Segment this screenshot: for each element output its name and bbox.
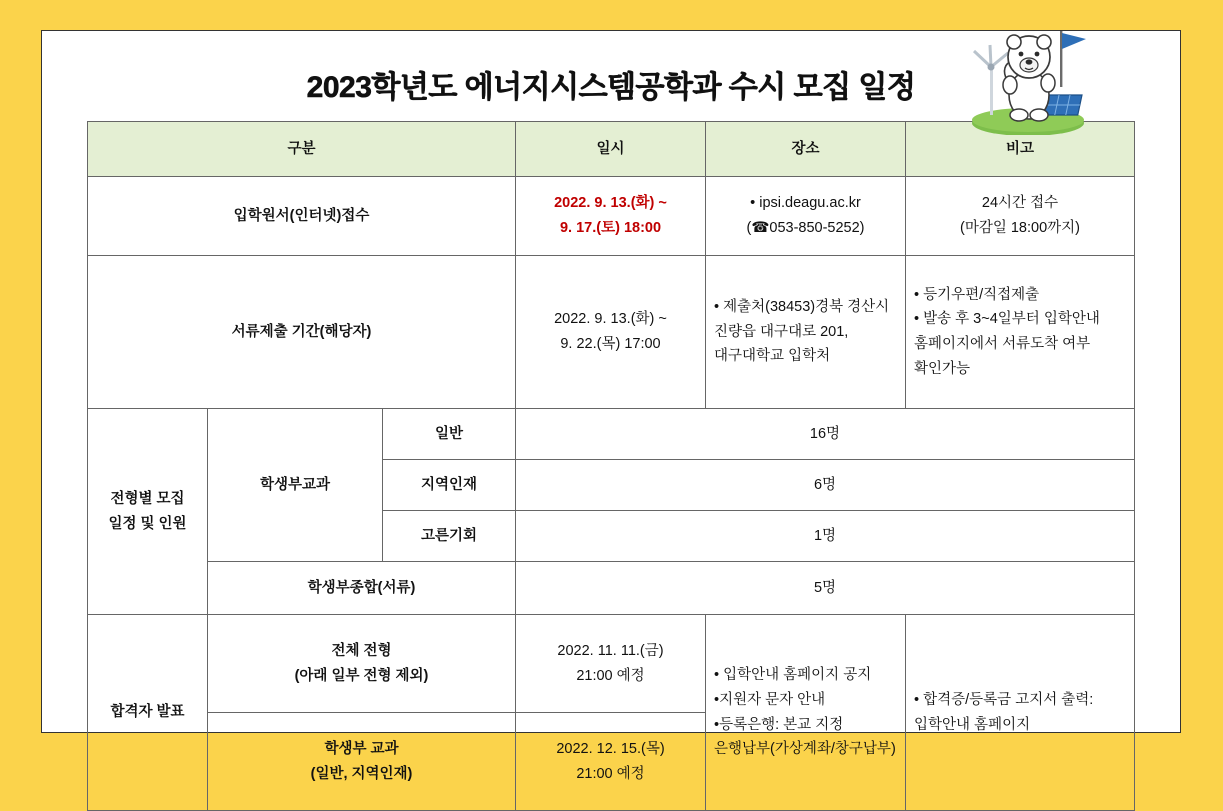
documents-date-line-2: 9. 22.(목) 17:00 xyxy=(560,336,661,352)
row-label-quota xyxy=(87,409,207,615)
table-row xyxy=(87,409,1134,460)
documents-note-line-3: 홈페이지에서 서류도착 여부 xyxy=(914,336,1091,352)
announcement-type-subject xyxy=(207,713,515,811)
quota-type-general: 일반 xyxy=(382,409,515,460)
announcement-type-subject-line-2: (일반, 지역인재) xyxy=(310,765,413,782)
quota-type-comprehensive: 학생부종합(서류) xyxy=(207,562,515,615)
polar-bear-mascot-icon xyxy=(962,23,1092,135)
application-note-line-1: 24시간 접수 xyxy=(981,195,1059,212)
announcement-date-subject-line-1: 2022. 12. 15.(목) xyxy=(556,740,665,757)
application-place-line-2: (☎053-850-5252) xyxy=(746,220,865,236)
application-note-line-2: (마감일 18:00까지) xyxy=(959,220,1080,236)
application-date-line-1: 2022. 9. 13.(화) ~ xyxy=(554,195,667,212)
table-row xyxy=(87,256,1134,409)
announcement-type-all-line-2: (아래 일부 전형 제외) xyxy=(294,667,429,684)
quota-count-opportunity: 1명 xyxy=(516,511,1135,562)
announcement-place-line-2: •지원자 문자 안내 xyxy=(714,691,826,708)
announcement-type-subject-line-1: 학생부 교과 xyxy=(324,740,399,757)
quota-type-opportunity: 고른기회 xyxy=(382,511,515,562)
documents-place-line-1: • 제출처(38453)경북 경산시 xyxy=(714,299,890,316)
announcement-place-line-1: • 입학안내 홈페이지 공지 xyxy=(714,667,872,684)
table-row xyxy=(87,177,1134,256)
announcement-date-all-line-1: 2022. 11. 11.(금) xyxy=(557,642,664,659)
announcement-place-line-4: 은행납부(가상계좌/창구납부) xyxy=(714,741,896,758)
application-place-line-1: • ipsi.deagu.ac.kr xyxy=(750,195,861,212)
announcement-note-line-1: • 합격증/등록금 고지서 출력: xyxy=(914,691,1094,708)
documents-place-line-3: 대구대학교 입학처 xyxy=(714,348,831,365)
announcement-date-all xyxy=(516,615,706,713)
announcement-date-subject xyxy=(516,713,706,811)
table-row xyxy=(87,562,1134,615)
page-title: 2023학년도 에너지시스템공학과 수시 모집 일정 xyxy=(306,71,916,104)
quota-count-local: 6명 xyxy=(516,460,1135,511)
announcement-note-line-2: 입학안내 홈페이지 xyxy=(914,716,1031,733)
quota-label-line-1: 전형별 모집 xyxy=(110,490,185,507)
header-cell-note: 비고 xyxy=(906,122,1135,177)
header-cell-place: 장소 xyxy=(706,122,906,177)
announcement-date-all-line-2: 21:00 예정 xyxy=(576,667,645,684)
documents-note-line-2: • 발송 후 3~4일부터 입학안내 xyxy=(914,311,1100,328)
documents-note-line-1: • 등기우편/직접제출 xyxy=(914,286,1040,303)
header-cell-date: 일시 xyxy=(516,122,706,177)
documents-date-line-1: 2022. 9. 13.(화) ~ xyxy=(554,311,667,328)
quota-count-comprehensive: 5명 xyxy=(516,562,1135,615)
header-cell-category: 구분 xyxy=(87,122,515,177)
row-label-application: 입학원서(인터넷)접수 xyxy=(87,177,515,256)
announcement-type-all xyxy=(207,615,515,713)
documents-note-line-4: 확인가능 xyxy=(914,360,971,377)
announcement-place xyxy=(706,615,906,811)
announcement-place-line-3: •등록은행: 본교 지정 xyxy=(714,716,844,733)
application-date-line-2: 9. 17.(토) 18:00 xyxy=(559,220,662,236)
quota-group-label: 학생부교과 xyxy=(207,409,382,562)
documents-place-line-2: 진량읍 대구대로 201, xyxy=(714,323,849,340)
announcement-type-all-line-1: 전체 전형 xyxy=(331,642,392,659)
schedule-table xyxy=(87,121,1135,811)
row-label-documents: 서류제출 기간(해당자) xyxy=(87,256,515,409)
table-row xyxy=(87,615,1134,713)
poster-header xyxy=(42,31,1180,121)
announcement-date-subject-line-2: 21:00 예정 xyxy=(576,765,645,782)
announcement-note xyxy=(906,615,1135,811)
row-label-announcement: 합격자 발표 xyxy=(87,615,207,811)
quota-label-line-2: 일정 및 인원 xyxy=(108,515,187,532)
quota-count-general: 16명 xyxy=(516,409,1135,460)
poster-card xyxy=(41,30,1181,782)
quota-type-local: 지역인재 xyxy=(382,460,515,511)
